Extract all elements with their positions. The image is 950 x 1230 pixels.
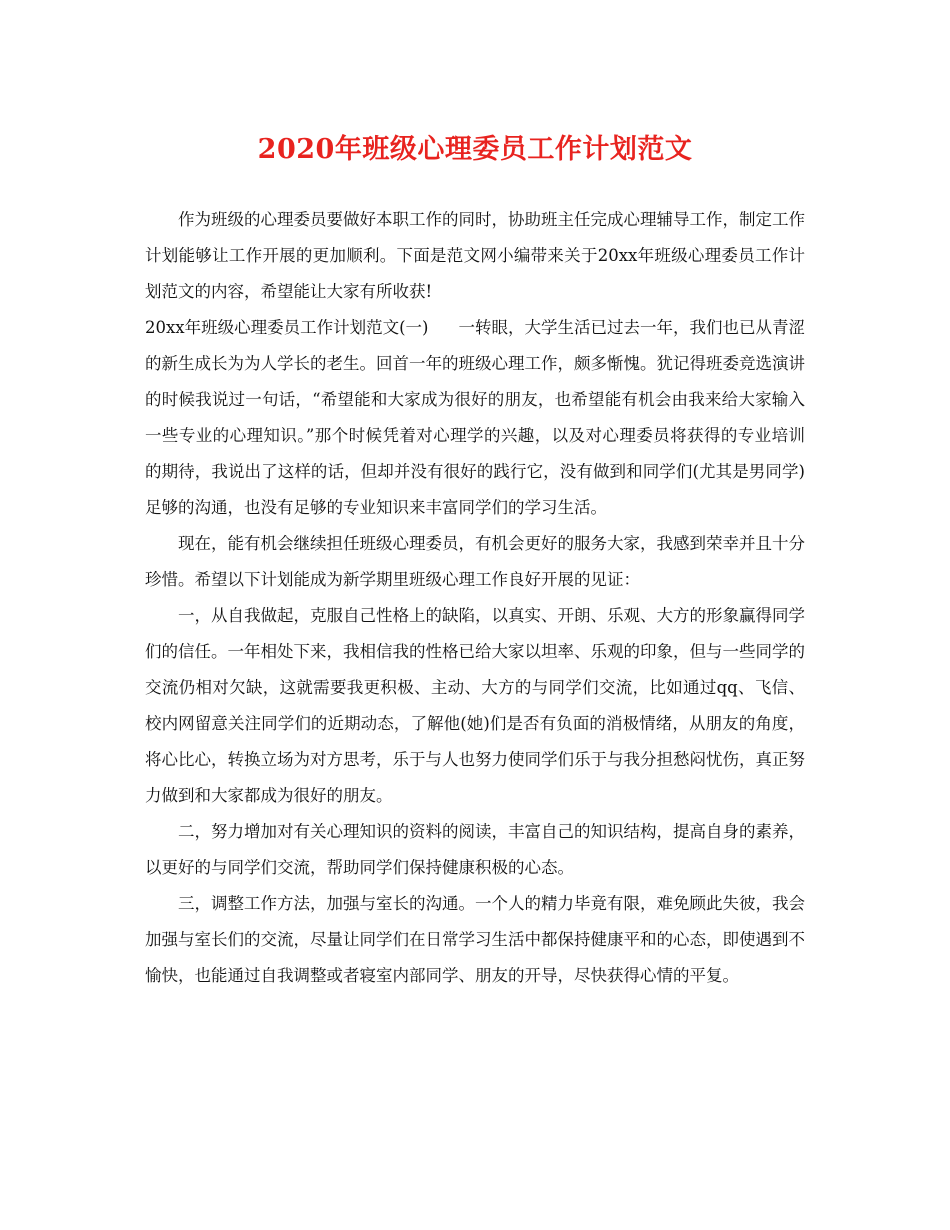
document-body bbox=[145, 202, 805, 994]
body-paragraph: 二，努力增加对有关心理知识的资料的阅读，丰富自己的知识结构，提高自身的素养，以更好的与同学们交流，帮助同学们保持健康积极的心态。 bbox=[145, 822, 805, 877]
intro-paragraph: 作为班级的心理委员要做好本职工作的同时，协助班主任完成心理辅导工作，制定工作计划能够让工作开展的更加顺利。下面是范文网小编带来关于20xx年班级心理委员工作计划范文的内容，希望能让大家有所收获! bbox=[145, 210, 805, 301]
body-paragraph: 三，调整工作方法，加强与室长的沟通。一个人的精力毕竟有限，难免顾此失彼，我会加强与室长们的交流，尽量让同学们在日常学习生活中都保持健康平和的心态，即使遇到不愉快，也能通过自我调整或者寝室内部同学、朋友的开导，尽快获得心情的平复。 bbox=[145, 894, 805, 985]
document-title: 2020年班级心理委员工作计划范文 bbox=[257, 134, 693, 165]
section-heading: 20xx年班级心理委员工作计划范文(一) bbox=[145, 318, 429, 337]
body-paragraph: 一，从自我做起，克服自己性格上的缺陷，以真实、开朗、乐观、大方的形象赢得同学们的信任。一年相处下来，我相信我的性格已给大家以坦率、乐观的印象，但与一些同学的交流仍相对欠缺，这就需要我更积极、主动、大方的与同学们交流，比如通过qq、飞信、校内网留意关注同学们的近期动态，了解他(她)们是否有负面的消极情绪，从朋友的角度，将心比心，转换立场为对方思考，乐于与人也努力使同学们乐于与我分担愁闷忧伤，真正努力做到和大家都成为很好的朋友。 bbox=[145, 606, 805, 805]
section-lead-text: 一转眼，大学生活已过去一年，我们也已从青涩的新生成长为为人学长的老生。回首一年的班级心理工作，颇多惭愧。犹记得班委竞选演讲的时候我说过一句话，“希望能和大家成为很好的朋友，也希望能有机会由我来给大家输入一些专业的心理知识。”那个时候凭着对心理学的兴趣，以及对心理委员将获得的专业培训的期待，我说出了这样的话，但却并没有很好的践行它，没有做到和同学们(尤其是男同学)足够的沟通，也没有足够的专业知识来丰富同学们的学习生活。 bbox=[145, 318, 806, 517]
section-paragraph bbox=[145, 310, 805, 526]
body-paragraph: 现在，能有机会继续担任班级心理委员，有机会更好的服务大家，我感到荣幸并且十分珍惜。希望以下计划能成为新学期里班级心理工作良好开展的见证： bbox=[145, 534, 805, 589]
